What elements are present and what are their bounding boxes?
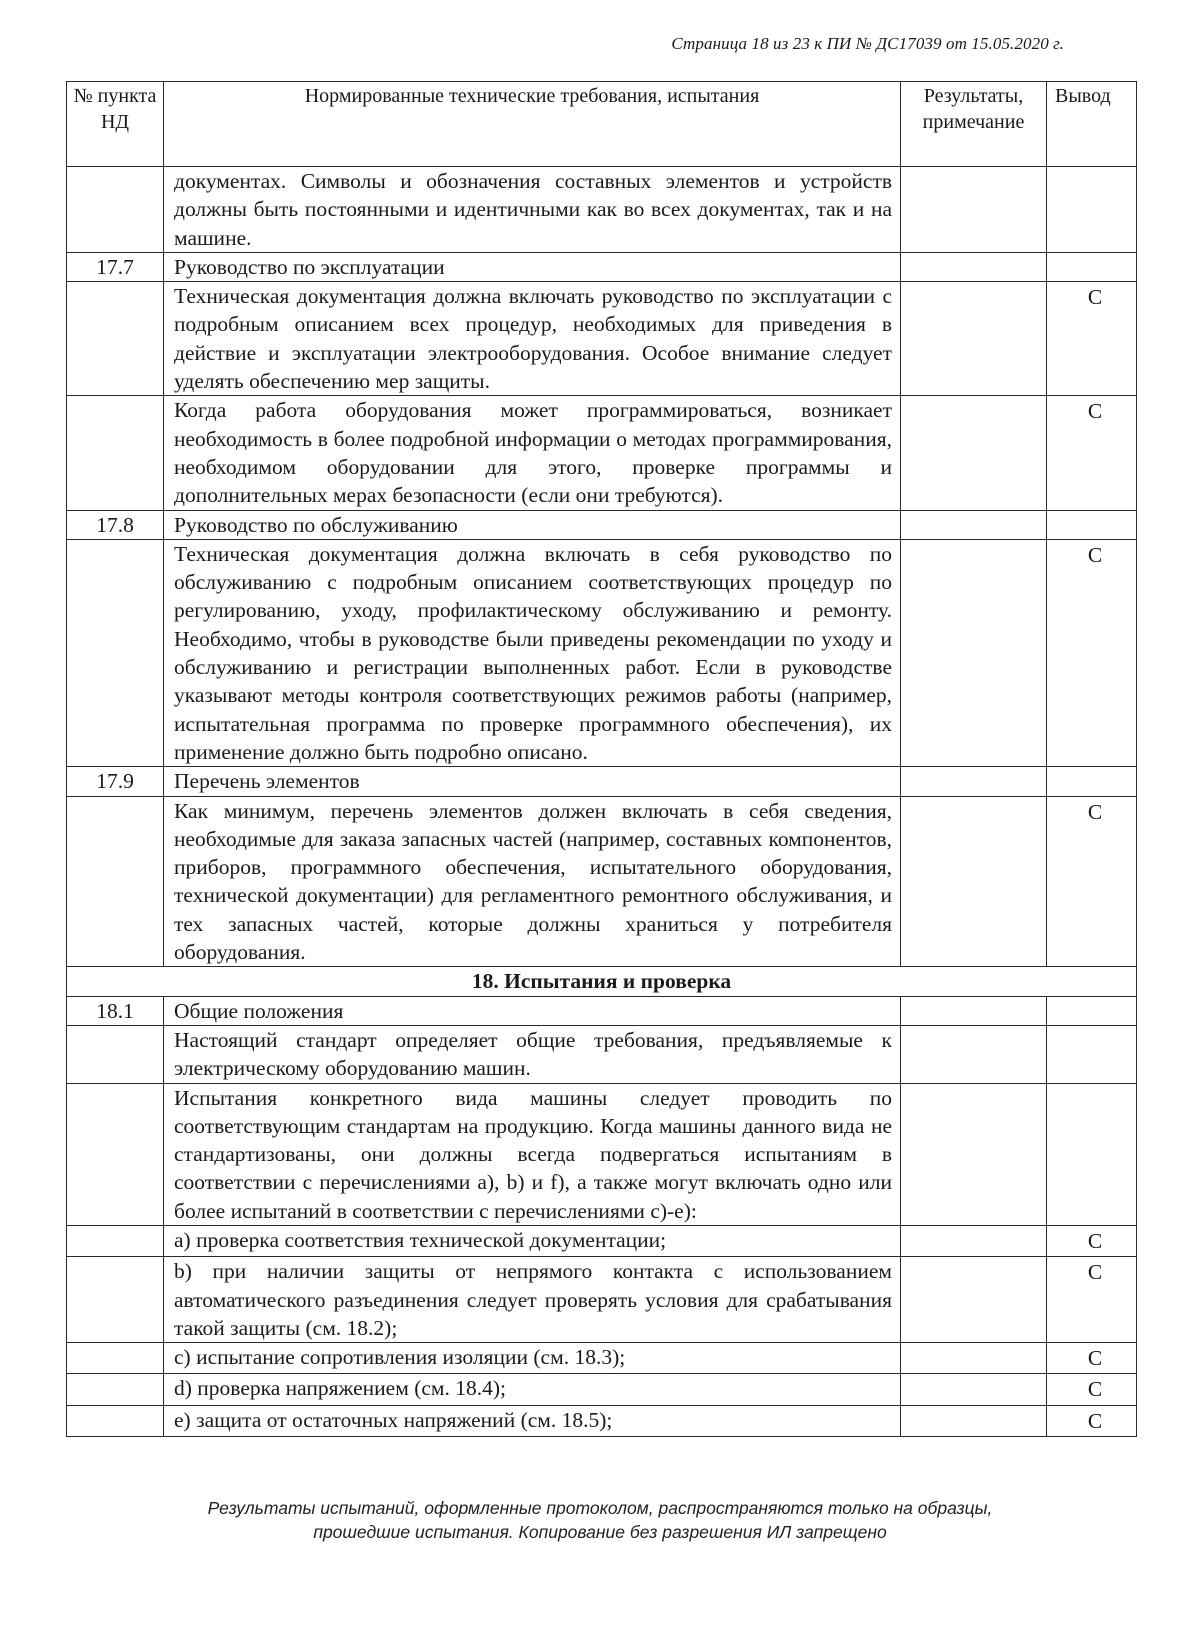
requirement-text: Техническая документация должна включать в себя руководство по обслуживанию с подробным описанием соответствующих процедур по регулированию, уходу, профилактическому обслуживанию и ремонту. Необходимо, чтобы в руководстве были приведены рекомендации по уходу и обслуживанию и регистрации выполненных работ. Если в руководстве указывают методы контроля соответствующих режимов работы (например, испытательная программа по проверке программного обеспечения), их применение должно быть подробно описано. bbox=[164, 539, 901, 766]
result-note bbox=[901, 1225, 1047, 1256]
table-row bbox=[67, 1225, 1137, 1256]
result-note bbox=[901, 510, 1047, 539]
table-row bbox=[67, 1343, 1137, 1374]
requirement-text: b) при наличии защиты от непрямого контакта с использованием автоматического разъединения следует проверять условия для срабатывания такой защиты (см. 18.2); bbox=[164, 1257, 901, 1343]
result-note bbox=[901, 1374, 1047, 1405]
clause-number bbox=[67, 282, 164, 396]
result-note bbox=[901, 1083, 1047, 1225]
section-row bbox=[67, 967, 1137, 996]
table-row bbox=[67, 282, 1137, 396]
result-note bbox=[901, 539, 1047, 766]
result-note bbox=[901, 282, 1047, 396]
column-header-number: № пункта НД bbox=[67, 82, 164, 167]
clause-number bbox=[67, 1374, 164, 1405]
requirement-text: Настоящий стандарт определяет общие требования, предъявляемые к электрическому оборудованию машин. bbox=[164, 1025, 901, 1083]
clause-number bbox=[67, 1225, 164, 1256]
result-note bbox=[901, 767, 1047, 796]
result-note bbox=[901, 796, 1047, 967]
clause-number bbox=[67, 796, 164, 967]
column-header-requirements: Нормированные технические требования, испытания bbox=[164, 82, 901, 167]
conclusion-mark: С bbox=[1047, 1405, 1137, 1436]
table-row bbox=[67, 767, 1137, 796]
section-title: 18. Испытания и проверка bbox=[67, 967, 1137, 996]
result-note bbox=[901, 1025, 1047, 1083]
requirement-text: Перечень элементов bbox=[164, 767, 901, 796]
table-row bbox=[67, 396, 1137, 510]
table-row bbox=[67, 252, 1137, 281]
table-row bbox=[67, 539, 1137, 766]
clause-number: 17.7 bbox=[67, 252, 164, 281]
table-row bbox=[67, 1374, 1137, 1405]
table-row bbox=[67, 996, 1137, 1025]
clause-number bbox=[67, 1083, 164, 1225]
clause-number: 18.1 bbox=[67, 996, 164, 1025]
conclusion-mark: С bbox=[1047, 1374, 1137, 1405]
result-note bbox=[901, 996, 1047, 1025]
footer-line-1: Результаты испытаний, оформленные протоколом, распространяются только на образцы, bbox=[207, 1498, 993, 1518]
conclusion-mark: С bbox=[1047, 282, 1137, 396]
requirement-text: Руководство по эксплуатации bbox=[164, 252, 901, 281]
requirement-text: а) проверка соответствия технической документации; bbox=[164, 1225, 901, 1256]
clause-number bbox=[67, 1343, 164, 1374]
table-body bbox=[67, 167, 1137, 1437]
conclusion-mark: С bbox=[1047, 1343, 1137, 1374]
conclusion-mark: С bbox=[1047, 1257, 1137, 1343]
clause-number bbox=[67, 167, 164, 253]
requirement-text: документах. Символы и обозначения составных элементов и устройств должны быть постоянными и идентичными как во всех документах, так и на машине. bbox=[164, 167, 901, 253]
requirement-text: е) защита от остаточных напряжений (см. 18.5); bbox=[164, 1405, 901, 1436]
requirements-table bbox=[66, 81, 1137, 1437]
conclusion-mark bbox=[1047, 996, 1137, 1025]
result-note bbox=[901, 167, 1047, 253]
conclusion-mark bbox=[1047, 767, 1137, 796]
page-footer bbox=[0, 1496, 1200, 1544]
clause-number bbox=[67, 539, 164, 766]
requirement-text: Как минимум, перечень элементов должен включать в себя сведения, необходимые для заказа запасных частей (например, составных компонентов, приборов, программного обеспечения, испытательного оборудования, технической документации) для регламентного ремонтного обслуживания, и тех запасных частей, которые должны храниться у потребителя оборудования. bbox=[164, 796, 901, 967]
conclusion-mark bbox=[1047, 510, 1137, 539]
conclusion-mark bbox=[1047, 252, 1137, 281]
table-row bbox=[67, 1257, 1137, 1343]
conclusion-mark: С bbox=[1047, 796, 1137, 967]
clause-number bbox=[67, 396, 164, 510]
conclusion-mark: С bbox=[1047, 1225, 1137, 1256]
requirement-text: Руководство по обслуживанию bbox=[164, 510, 901, 539]
conclusion-mark bbox=[1047, 1083, 1137, 1225]
conclusion-mark: С bbox=[1047, 539, 1137, 766]
clause-number: 17.8 bbox=[67, 510, 164, 539]
result-note bbox=[901, 1257, 1047, 1343]
requirement-text: Когда работа оборудования может программироваться, возникает необходимость в более подробной информации о методах программирования, необходимом оборудовании для этого, проверке программы и дополнительных мерах безопасности (если они требуются). bbox=[164, 396, 901, 510]
conclusion-mark bbox=[1047, 167, 1137, 253]
clause-number: 17.9 bbox=[67, 767, 164, 796]
column-header-results: Результаты, примечание bbox=[901, 82, 1047, 167]
result-note bbox=[901, 396, 1047, 510]
table-row bbox=[67, 1025, 1137, 1083]
table-row bbox=[67, 1083, 1137, 1225]
requirement-text: Техническая документация должна включать руководство по эксплуатации с подробным описанием всех процедур, необходимых для приведения в действие и эксплуатации электрооборудования. Особое внимание следует уделять обеспечению мер защиты. bbox=[164, 282, 901, 396]
clause-number bbox=[67, 1257, 164, 1343]
result-note bbox=[901, 252, 1047, 281]
clause-number bbox=[67, 1405, 164, 1436]
footer-line-2: прошедшие испытания. Копирование без разрешения ИЛ запрещено bbox=[313, 1522, 887, 1542]
table-row bbox=[67, 1405, 1137, 1436]
requirement-text: Общие положения bbox=[164, 996, 901, 1025]
table-row bbox=[67, 510, 1137, 539]
result-note bbox=[901, 1343, 1047, 1374]
conclusion-mark: С bbox=[1047, 396, 1137, 510]
conclusion-mark bbox=[1047, 1025, 1137, 1083]
requirement-text: Испытания конкретного вида машины следует проводить по соответствующим стандартам на продукцию. Когда машины данного вида не стандартизованы, они должны всегда подвергаться испытаниям в соответствии с перечислениями а), b) и f), а также могут включать одно или более испытаний в соответствии с перечислениями с)-е): bbox=[164, 1083, 901, 1225]
column-header-conclusion: Вывод bbox=[1047, 82, 1137, 167]
result-note bbox=[901, 1405, 1047, 1436]
page-header: Страница 18 из 23 к ПИ № ДС17039 от 15.05.2020 г. bbox=[671, 34, 1064, 53]
table-row bbox=[67, 167, 1137, 253]
clause-number bbox=[67, 1025, 164, 1083]
requirement-text: d) проверка напряжением (см. 18.4); bbox=[164, 1374, 901, 1405]
requirement-text: с) испытание сопротивления изоляции (см. 18.3); bbox=[164, 1343, 901, 1374]
table-header-row bbox=[67, 82, 1137, 167]
table-row bbox=[67, 796, 1137, 967]
